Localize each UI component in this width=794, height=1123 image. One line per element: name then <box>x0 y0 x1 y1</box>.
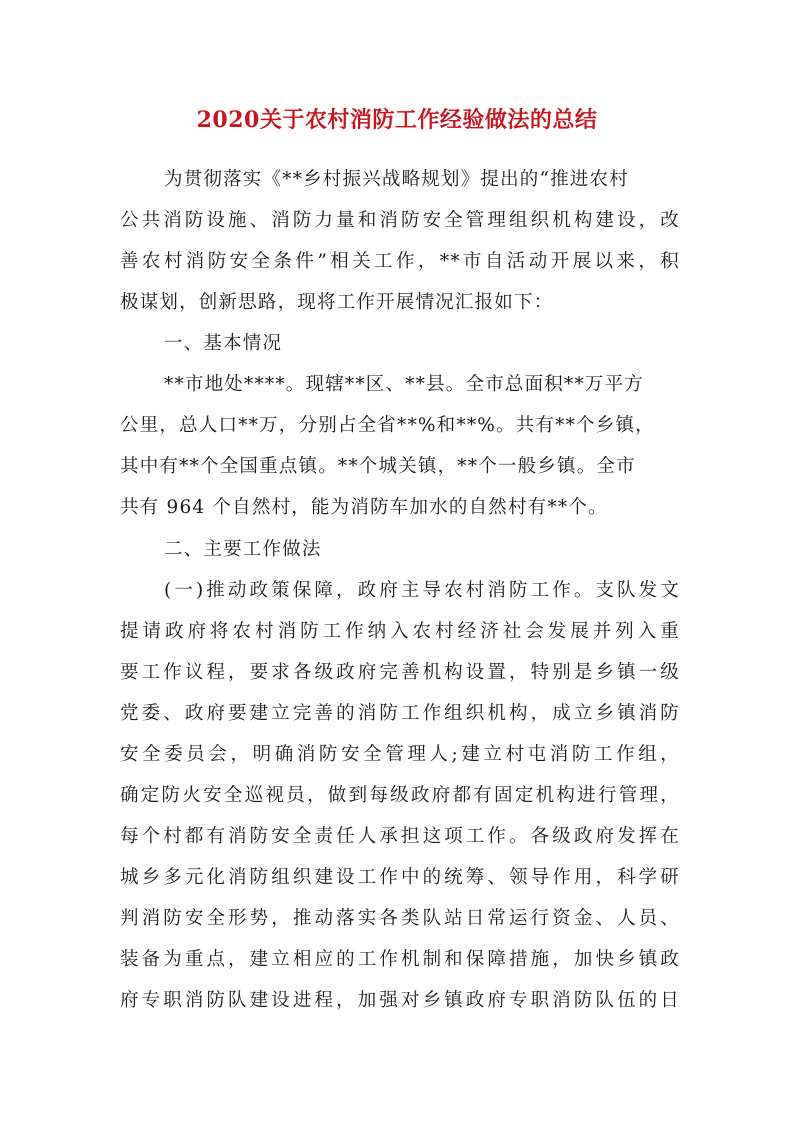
paragraph-line: 府专职消防队建设进程，加强对乡镇政府专职消防队伍的日 <box>120 990 680 1011</box>
paragraph-line: 装备为重点，建立相应的工作机制和保障措施，加快乡镇政 <box>120 949 680 970</box>
paragraph-line: 党委、政府要建立完善的消防工作组织机构，成立乡镇消防 <box>120 703 680 724</box>
section-heading: 二、主要工作做法 <box>164 539 322 560</box>
paragraph-line: 善农村消防安全条件”相关工作，**市自活动开展以来，积 <box>120 251 680 272</box>
document-title: 2020关于农村消防工作经验做法的总结 <box>196 107 598 133</box>
paragraph-line: 其中有**个全国重点镇。**个城关镇，**个一般乡镇。全市 <box>120 456 636 477</box>
paragraph-line: 判消防安全形势，推动落实各类队站日常运行资金、人员、 <box>120 908 680 929</box>
paragraph-line: 确定防火安全巡视员，做到每级政府都有固定机构进行管理， <box>120 785 680 806</box>
paragraph-line: 每个村都有消防安全责任人承担这项工作。各级政府发挥在 <box>120 826 680 847</box>
paragraph-line: 城乡多元化消防组织建设工作中的统筹、领导作用，科学研 <box>120 867 680 888</box>
paragraph-line: 提请政府将农村消防工作纳入农村经济社会发展并列入重 <box>120 621 680 642</box>
paragraph-line: **市地处****。现辖**区、**县。全市总面积**万平方 <box>164 374 645 395</box>
section-heading: 一、基本情况 <box>164 333 283 354</box>
paragraph-line: 极谋划，创新思路，现将工作开展情况汇报如下： <box>120 292 554 313</box>
paragraph-line: 公里，总人口**万，分别占全省**%和**%。共有**个乡镇， <box>120 415 655 436</box>
paragraph-line: 为贯彻落实《**乡村振兴战略规划》提出的“推进农村 <box>164 169 629 190</box>
paragraph-line: 安全委员会，明确消防安全管理人;建立村屯消防工作组， <box>120 744 680 765</box>
paragraph-line: 公共消防设施、消防力量和消防安全管理组织机构建设，改 <box>120 210 680 231</box>
paragraph-line: 要工作议程，要求各级政府完善机构设置，特别是乡镇一级 <box>120 662 680 683</box>
paragraph-line: 共有 964 个自然村，能为消防车加水的自然村有**个。 <box>120 497 608 518</box>
paragraph-line: (一)推动政策保障，政府主导农村消防工作。支队发文 <box>164 580 680 601</box>
